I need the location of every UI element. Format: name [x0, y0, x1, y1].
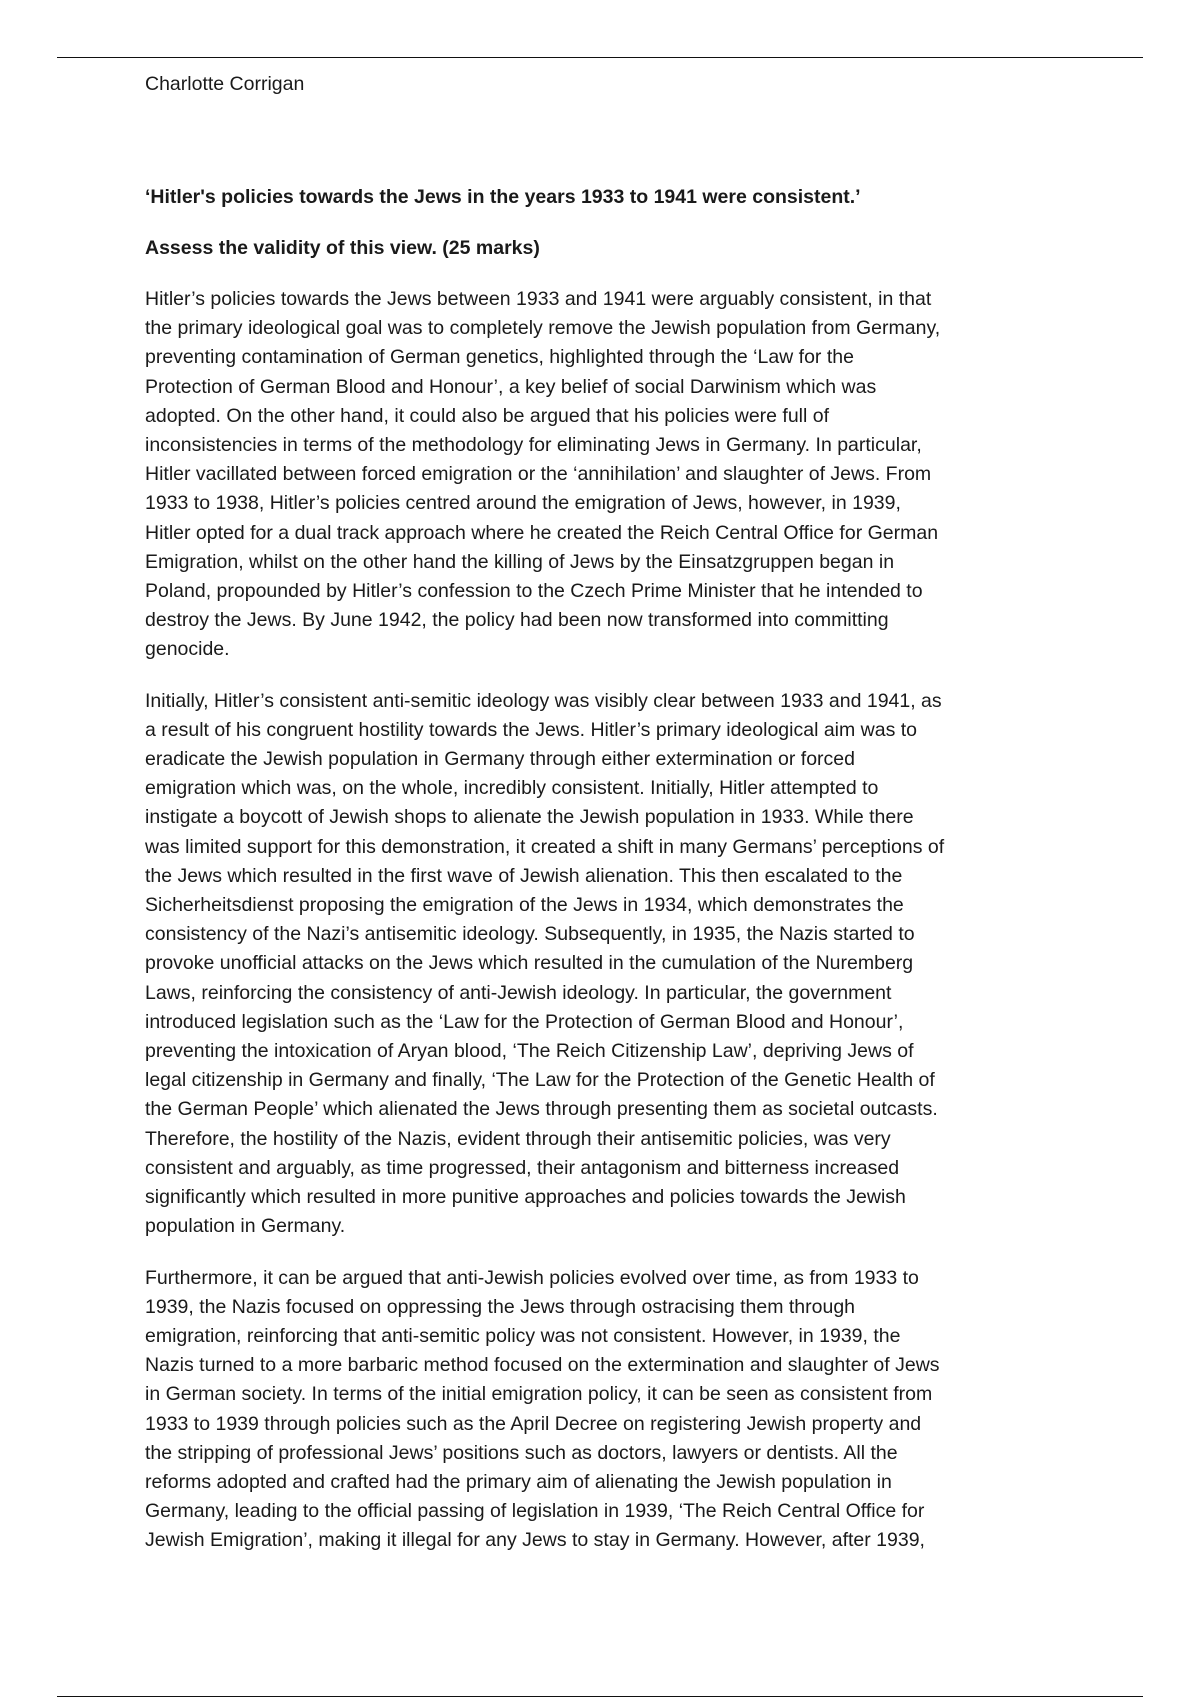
footer-rule — [57, 1696, 1143, 1697]
paragraph-line: introduced legislation such as the ‘Law for the Protection of German Blood and Honour’, — [145, 1010, 904, 1033]
paragraph-line: adopted. On the other hand, it could also be argued that his policies were full of — [145, 404, 830, 427]
paragraph-line: genocide. — [145, 638, 230, 661]
paragraph-line: the Jews which resulted in the first wave of Jewish alienation. This then escalated to the — [145, 864, 903, 887]
paragraph-line: in German society. In terms of the initial emigration policy, it can be seen as consistent from — [145, 1383, 933, 1406]
essay-question: Assess the validity of this view. (25 marks) — [145, 237, 540, 259]
document-page — [145, 70, 1065, 1578]
paragraph-line: emigration which was, on the whole, incredibly consistent. Initially, Hitler attempted to — [145, 777, 879, 800]
paragraph-line: 1939, the Nazis focused on oppressing the Jews through ostracising them through — [145, 1295, 856, 1318]
paragraph-line: emigration, reinforcing that anti-semitic policy was not consistent. However, in 1939, the — [145, 1324, 901, 1347]
paragraph-line: a result of his congruent hostility towards the Jews. Hitler’s primary ideological aim was to — [145, 718, 918, 741]
paragraph-line: Therefore, the hostility of the Nazis, evident through their antisemitic policies, was very — [145, 1127, 891, 1150]
paragraph-line: Germany, leading to the official passing of legislation in 1939, ‘The Reich Central Office for — [145, 1500, 925, 1523]
paragraph-line: reforms adopted and crafted had the primary aim of alienating the Jewish population in — [145, 1470, 892, 1493]
paragraph-line: the stripping of professional Jews’ positions such as doctors, lawyers or dentists. All the — [145, 1441, 898, 1464]
essay-title: ‘Hitler's policies towards the Jews in the years 1933 to 1941 were consistent.’ — [145, 186, 861, 208]
paragraph-line: the primary ideological goal was to completely remove the Jewish population from Germany, — [145, 317, 941, 340]
paragraph-line: significantly which resulted in more punitive approaches and policies towards the Jewish — [145, 1186, 906, 1209]
paragraph-line: legal citizenship in Germany and finally, ‘The Law for the Protection of the Genetic Health of — [145, 1069, 935, 1092]
paragraph-line: consistency of the Nazi’s antisemitic ideology. Subsequently, in 1935, the Nazis started to — [145, 923, 915, 946]
paragraph-line: Protection of German Blood and Honour’, a key belief of social Darwinism which was — [145, 375, 877, 398]
body-paragraph — [145, 285, 1065, 665]
paragraph-line: Hitler’s policies towards the Jews between 1933 and 1941 were arguably consistent, in that — [145, 288, 932, 310]
paragraph-line: Hitler opted for a dual track approach where he created the Reich Central Office for German — [145, 521, 939, 544]
paragraph-line: population in Germany. — [145, 1215, 346, 1238]
paragraph-line: Sicherheitsdienst proposing the emigration of the Jews in 1934, which demonstrates the — [145, 894, 904, 917]
paragraph-line: instigate a boycott of Jewish shops to alienate the Jewish population in 1933. While there — [145, 806, 914, 829]
paragraph-line: 1933 to 1939 through policies such as the April Decree on registering Jewish property and — [145, 1412, 922, 1435]
paragraph-line: Laws, reinforcing the consistency of anti-Jewish ideology. In particular, the government — [145, 981, 892, 1004]
paragraph-line: 1933 to 1938, Hitler’s policies centred around the emigration of Jews, however, in 1939, — [145, 492, 901, 515]
paragraph-line: was limited support for this demonstration, it created a shift in many Germans’ perceptions of — [145, 835, 945, 858]
paragraph-line: provoke unofficial attacks on the Jews which resulted in the cumulation of the Nuremberg — [145, 952, 914, 975]
author-name: Charlotte Corrigan — [145, 73, 305, 95]
paragraph-line: destroy the Jews. By June 1942, the policy had been now transformed into committing — [145, 609, 889, 632]
paragraph-line: Nazis turned to a more barbaric method focused on the extermination and slaughter of Jews — [145, 1354, 940, 1377]
paragraph-line: Initially, Hitler’s consistent anti-semitic ideology was visibly clear between 1933 and 1941, as — [145, 689, 942, 712]
paragraph-line: consistent and arguably, as time progressed, their antagonism and bitterness increased — [145, 1156, 900, 1179]
paragraph-line: Hitler vacillated between forced emigration or the ‘annihilation’ and slaughter of Jews. From — [145, 463, 932, 486]
paragraph-line: Poland, propounded by Hitler’s confession to the Czech Prime Minister that he intended to — [145, 580, 923, 603]
paragraph-line: the German People’ which alienated the Jews through presenting them as societal outcasts. — [145, 1098, 938, 1121]
paragraph-line: Furthermore, it can be argued that anti-Jewish policies evolved over time, as from 1933 to — [145, 1266, 919, 1289]
body-paragraph — [145, 1264, 1065, 1556]
paragraph-line: preventing contamination of German genetics, highlighted through the ‘Law for the — [145, 346, 854, 369]
header-rule — [57, 57, 1143, 58]
essay-body — [145, 285, 1065, 1556]
paragraph-line: Jewish Emigration’, making it illegal for any Jews to stay in Germany. However, after 1939, — [145, 1529, 925, 1552]
paragraph-line: inconsistencies in terms of the methodology for eliminating Jews in Germany. In particular, — [145, 434, 922, 457]
paragraph-line: eradicate the Jewish population in Germany through either extermination or forced — [145, 748, 855, 771]
body-paragraph — [145, 687, 1065, 1242]
paragraph-line: preventing the intoxication of Aryan blood, ‘The Reich Citizenship Law’, depriving Jews of — [145, 1040, 914, 1063]
paragraph-line: Emigration, whilst on the other hand the killing of Jews by the Einsatzgruppen began in — [145, 550, 895, 573]
